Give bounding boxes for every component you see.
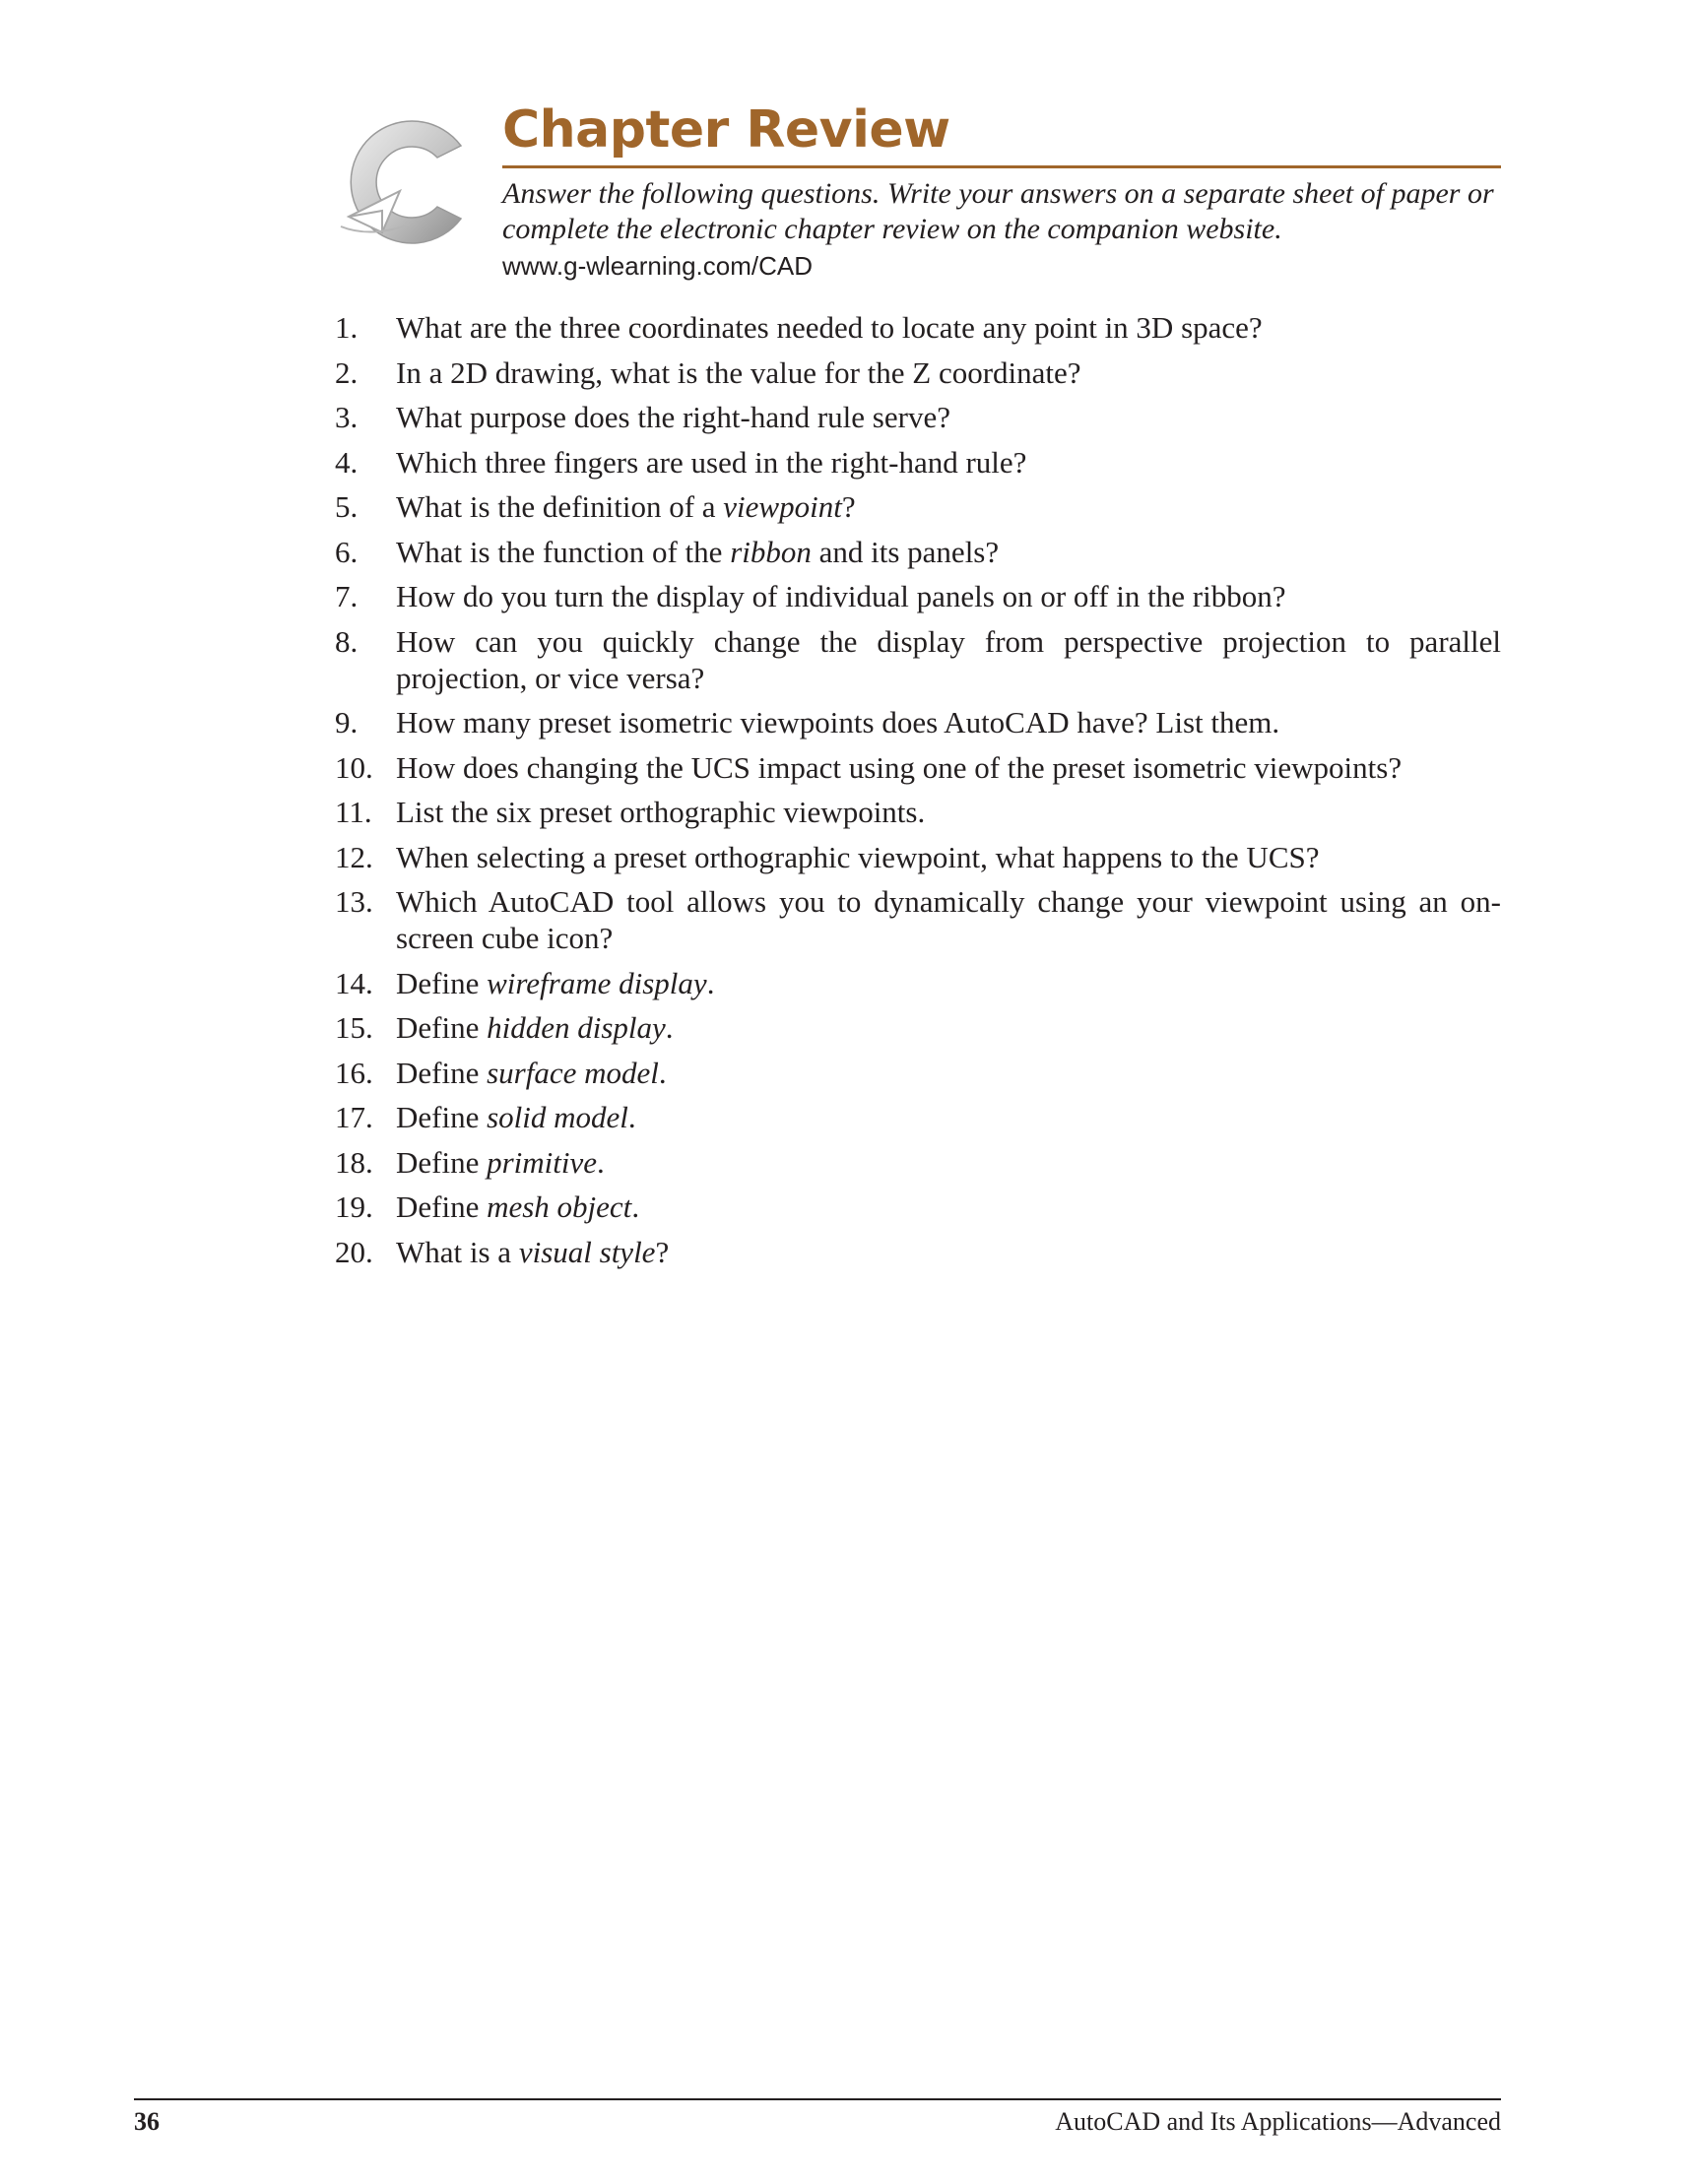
- page-number: 36: [134, 2107, 160, 2136]
- question-text: Which three fingers are used in the right-hand rule?: [396, 444, 1027, 480]
- question-text-tail: and its panels?: [811, 534, 1000, 569]
- question-item: [335, 1099, 1501, 1135]
- question-key-term: primitive: [487, 1144, 598, 1180]
- question-text: [396, 1100, 636, 1134]
- question-item: [335, 444, 1501, 481]
- question-text: [396, 1189, 639, 1224]
- question-number: 10.: [335, 749, 373, 785]
- question-item: [335, 354, 1501, 391]
- review-question-list: [335, 309, 1501, 1278]
- question-item: [335, 1009, 1501, 1046]
- question-number: 13.: [335, 884, 373, 919]
- question-item: [335, 399, 1501, 435]
- question-number: 5.: [335, 489, 359, 524]
- question-number: 8.: [335, 623, 359, 659]
- question-text-tail: ?: [655, 1234, 670, 1269]
- question-text: Which AutoCAD tool allows you to dynamically change your viewpoint using an on-screen cube icon?: [396, 884, 1501, 955]
- question-number: 12.: [335, 839, 373, 874]
- question-number: 14.: [335, 965, 373, 1000]
- question-item: [335, 578, 1501, 614]
- question-item: [335, 749, 1501, 786]
- question-number: 4.: [335, 444, 359, 480]
- question-text-lead: Define: [396, 1055, 488, 1090]
- question-item: [335, 488, 1501, 525]
- question-number: 1.: [335, 310, 359, 345]
- question-key-term: visual style: [518, 1234, 656, 1269]
- question-text-tail: .: [658, 1055, 667, 1090]
- question-number: 2.: [335, 354, 359, 390]
- question-item: [335, 623, 1501, 696]
- question-text: In a 2D drawing, what is the value for the Z coordinate?: [396, 354, 1081, 390]
- question-text: [396, 966, 714, 1000]
- question-item: [335, 309, 1501, 346]
- question-key-term: ribbon: [730, 534, 812, 569]
- question-text-lead: What is a: [396, 1234, 519, 1269]
- question-key-term: viewpoint: [723, 489, 842, 524]
- question-text: [396, 1235, 669, 1269]
- question-text: How does changing the UCS impact using one of the preset isometric viewpoints?: [396, 749, 1403, 785]
- question-text: [396, 535, 999, 569]
- question-text-tail: .: [627, 1100, 636, 1134]
- question-key-term: wireframe display: [487, 965, 707, 1000]
- question-text-tail: .: [631, 1189, 640, 1224]
- question-number: 3.: [335, 400, 359, 434]
- question-number: 6.: [335, 534, 359, 569]
- question-text: How do you turn the display of individual panels on or off in the ribbon?: [396, 579, 1286, 613]
- question-text: When selecting a preset orthographic viewpoint, what happens to the UCS?: [396, 839, 1320, 874]
- title-rule: [502, 165, 1501, 168]
- question-number: 17.: [335, 1100, 373, 1134]
- question-text: What are the three coordinates needed to locate any point in 3D space?: [396, 310, 1263, 345]
- footer-rule: [134, 2098, 1501, 2100]
- question-text-tail: ?: [841, 489, 856, 524]
- question-item: [335, 839, 1501, 875]
- question-item: [335, 1188, 1501, 1225]
- question-key-term: solid model: [487, 1100, 628, 1134]
- question-item: [335, 883, 1501, 956]
- chapter-review-header: [502, 98, 1501, 283]
- question-number: 19.: [335, 1189, 373, 1224]
- question-text: How can you quickly change the display from perspective projection to parallel projection, or vice versa?: [396, 623, 1501, 695]
- page-title: Chapter Review: [502, 100, 950, 160]
- question-text-tail: .: [597, 1144, 605, 1180]
- question-number: 16.: [335, 1055, 373, 1090]
- question-item: [335, 965, 1501, 1001]
- question-number: 9.: [335, 705, 359, 739]
- question-text-lead: Define: [396, 1010, 488, 1045]
- question-number: 18.: [335, 1144, 373, 1180]
- question-number: 7.: [335, 579, 359, 613]
- companion-website-link[interactable]: www.g-wlearning.com/CAD: [502, 251, 813, 281]
- question-text-lead: Define: [396, 965, 488, 1000]
- question-text-lead: Define: [396, 1144, 488, 1180]
- question-item: [335, 1055, 1501, 1091]
- question-text-lead: Define: [396, 1189, 488, 1224]
- question-number: 11.: [335, 795, 372, 829]
- question-item: [335, 534, 1501, 570]
- question-item: [335, 704, 1501, 740]
- instructions-text: Answer the following questions. Write your answers on a separate sheet of paper or complete the electronic chapter review on the companion website.: [502, 177, 1494, 245]
- question-key-term: surface model: [487, 1055, 659, 1090]
- question-number: 15.: [335, 1010, 373, 1045]
- question-text: [396, 1145, 605, 1180]
- question-text: How many preset isometric viewpoints does AutoCAD have? List them.: [396, 705, 1280, 739]
- book-title: AutoCAD and Its Applications—Advanced: [1055, 2107, 1501, 2136]
- question-item: [335, 1234, 1501, 1270]
- question-text-tail: .: [665, 1010, 674, 1045]
- question-text: What purpose does the right-hand rule serve?: [396, 400, 950, 434]
- question-text: [396, 1010, 674, 1045]
- question-item: [335, 794, 1501, 830]
- question-text-lead: What is the function of the: [396, 534, 731, 569]
- question-item: [335, 1144, 1501, 1181]
- question-number: 20.: [335, 1234, 373, 1269]
- question-text-tail: .: [706, 965, 715, 1000]
- companion-website-logo-icon: [331, 108, 489, 256]
- page-footer: [134, 2098, 1501, 2138]
- question-key-term: mesh object: [487, 1189, 632, 1224]
- question-key-term: hidden display: [487, 1010, 666, 1045]
- question-text: List the six preset orthographic viewpoints.: [396, 795, 926, 829]
- question-text: [396, 489, 856, 524]
- question-text-lead: What is the definition of a: [396, 489, 724, 524]
- question-text: [396, 1056, 667, 1090]
- question-text-lead: Define: [396, 1100, 488, 1134]
